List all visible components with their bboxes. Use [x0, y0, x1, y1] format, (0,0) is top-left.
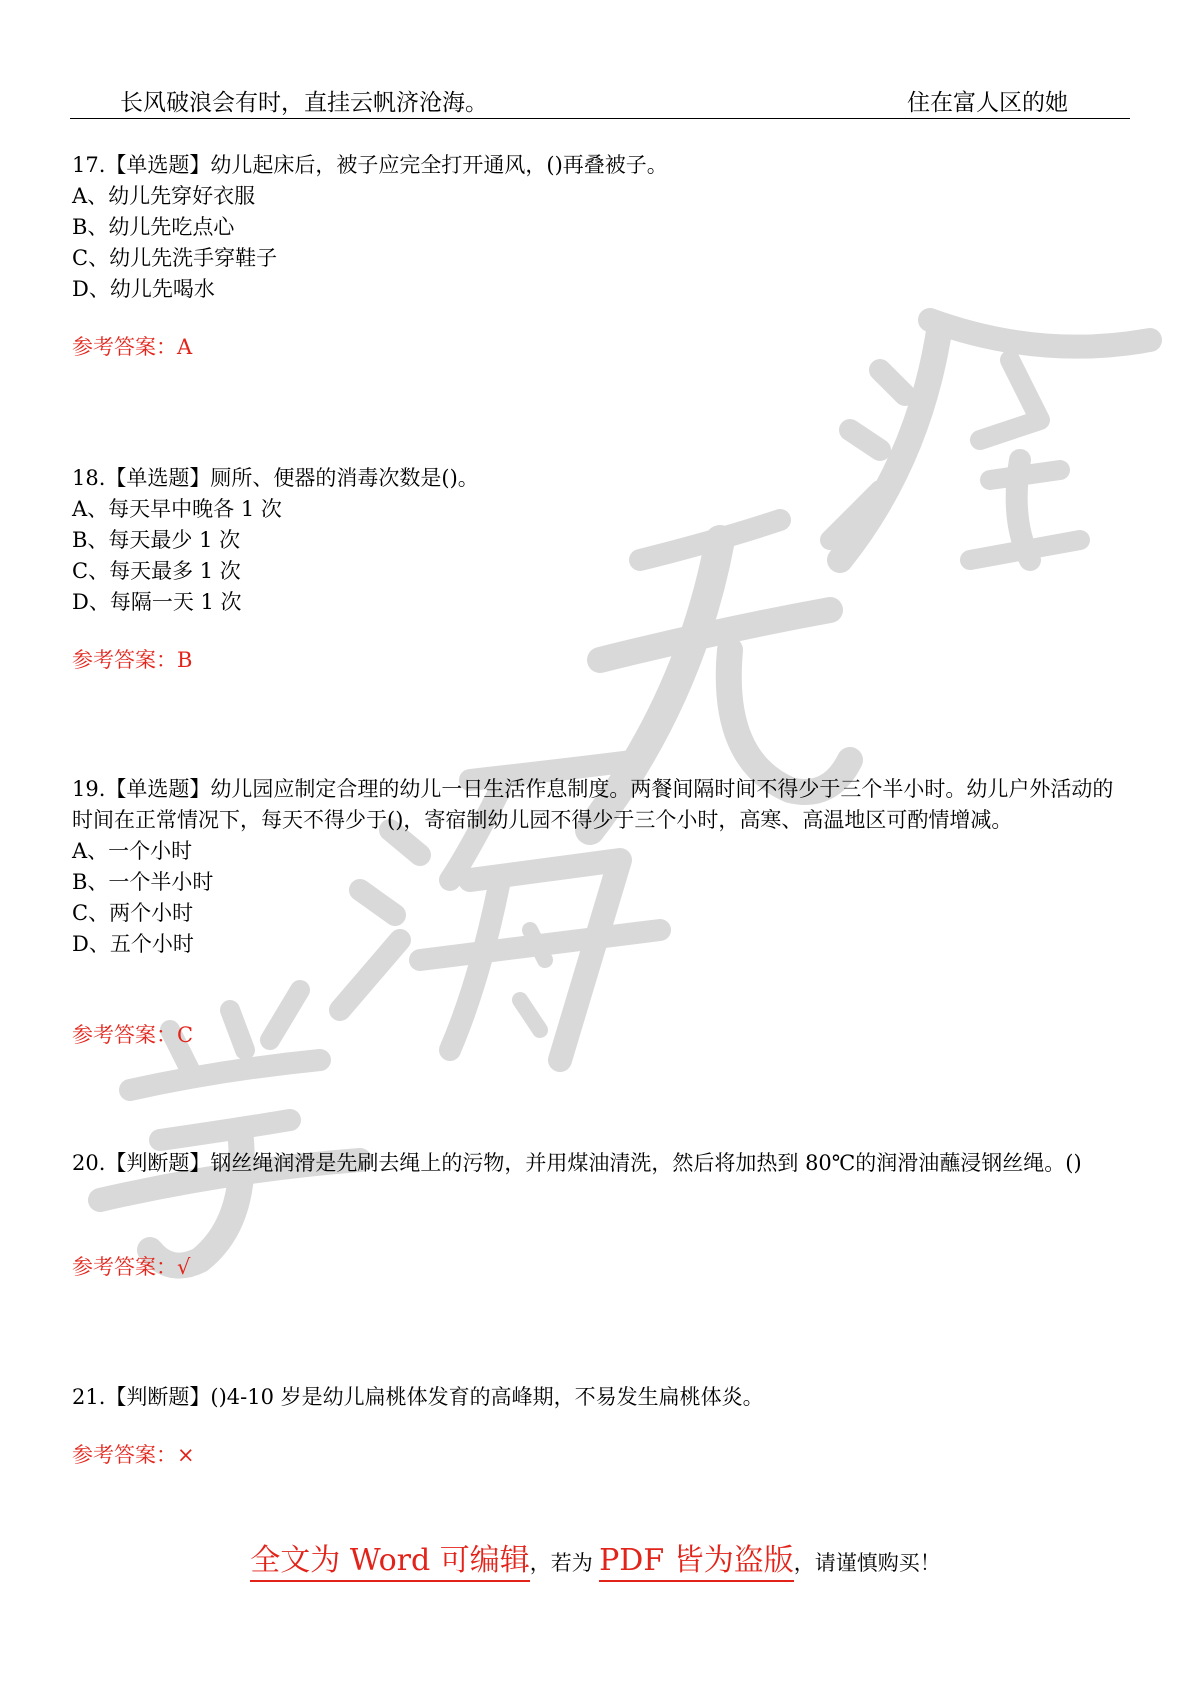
- option-c: C、两个小时: [72, 901, 194, 925]
- question-17: [72, 150, 668, 305]
- question-21: [72, 1382, 764, 1413]
- option-d: D、每隔一天 1 次: [72, 590, 242, 614]
- option-b: B、每天最少 1 次: [72, 528, 241, 552]
- answer-17: 参考答案：A: [72, 335, 193, 359]
- footer-sep-1: ，若为: [529, 1551, 593, 1575]
- answer-20: 参考答案：√: [72, 1255, 191, 1279]
- question-19: [72, 774, 1128, 960]
- answer-18: 参考答案：B: [72, 648, 193, 672]
- footer-word-editable: 全文为 Word 可编辑: [250, 1543, 529, 1582]
- option-c: C、幼儿先洗手穿鞋子: [72, 246, 278, 270]
- question-stem: 20.【判断题】钢丝绳润滑是先刷去绳上的污物，并用煤油清洗，然后将加热到 80℃的润滑油蘸浸钢丝绳。(): [72, 1151, 1082, 1175]
- question-stem: 19.【单选题】幼儿园应制定合理的幼儿一日生活作息制度。两餐间隔时间不得少于三个半小时。幼儿户外活动的时间在正常情况下，每天不得少于()，寄宿制幼儿园不得少于三个小时，高寒、高温地区可酌情增减。: [72, 777, 1114, 832]
- option-c: C、每天最多 1 次: [72, 559, 241, 583]
- option-a: A、每天早中晚各 1 次: [72, 497, 282, 521]
- answer-19: 参考答案：C: [72, 1023, 194, 1047]
- question-18: [72, 463, 479, 618]
- page-header: [70, 78, 1130, 119]
- question-20: [72, 1148, 1082, 1179]
- question-stem: 17.【单选题】幼儿起床后，被子应完全打开通风，()再叠被子。: [72, 153, 668, 177]
- option-a: A、幼儿先穿好衣服: [72, 184, 256, 208]
- option-d: D、五个小时: [72, 932, 194, 956]
- question-stem: 18.【单选题】厕所、便器的消毒次数是()。: [72, 466, 479, 490]
- option-d: D、幼儿先喝水: [72, 277, 215, 301]
- question-stem: 21.【判断题】()4-10 岁是幼儿扁桃体发育的高峰期，不易发生扁桃体炎。: [72, 1385, 764, 1409]
- footer-notice: [0, 1535, 1191, 1579]
- option-a: A、一个小时: [72, 839, 193, 863]
- option-b: B、幼儿先吃点心: [72, 215, 235, 239]
- footer-sep-2: ，请谨慎购买！: [793, 1551, 941, 1575]
- answer-21: 参考答案：×: [72, 1443, 195, 1467]
- option-b: B、一个半小时: [72, 870, 214, 894]
- footer-pdf-pirated: PDF 皆为盗版: [599, 1543, 794, 1582]
- header-motto: 长风破浪会有时，直挂云帆济沧海。: [120, 90, 488, 116]
- header-author: 住在富人区的她: [907, 90, 1068, 116]
